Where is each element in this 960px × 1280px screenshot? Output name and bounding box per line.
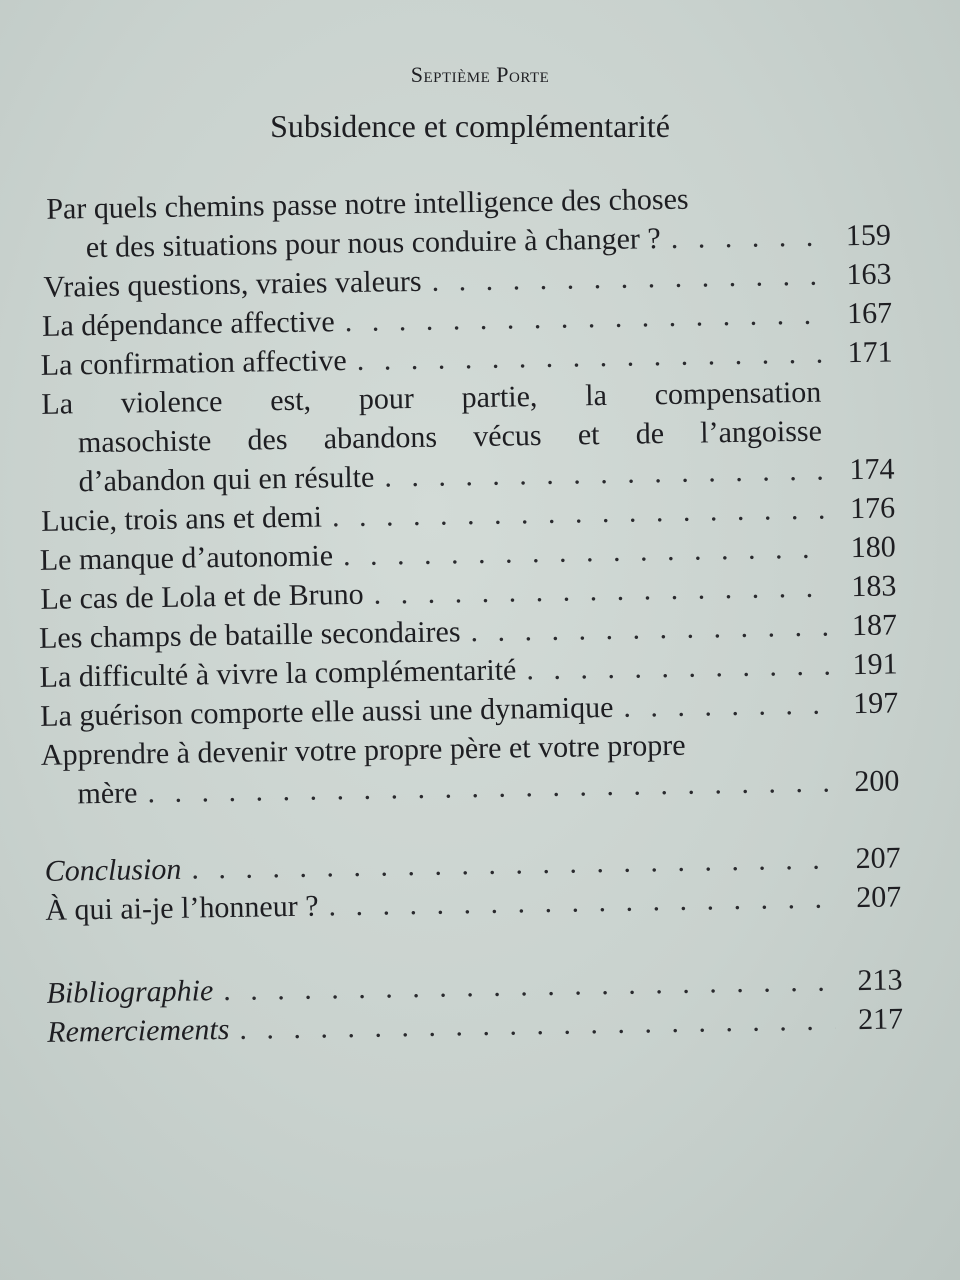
toc-entry-text: Lucie, trois ans et demi: [40, 500, 323, 538]
toc-page-number: 171: [847, 335, 893, 370]
toc-entry-text: Le manque d’autonomie: [39, 539, 334, 577]
toc-entry: [33, 371, 895, 501]
toc-page-number: 176: [849, 491, 896, 526]
toc-entry-text: La confirmation affective: [40, 344, 347, 382]
toc-page-number: 183: [851, 569, 897, 604]
dot-leader: [470, 607, 829, 652]
toc-page-number: 213: [857, 963, 903, 998]
toc-entry-text: À qui ai-je l’honneur ?: [45, 889, 319, 927]
toc-entry-text: masochiste des abandons vécus et de l’angoisse: [77, 414, 823, 460]
dot-leader: [670, 217, 823, 258]
toc-entry-text: Bibliographie: [46, 974, 214, 1010]
toc-page-number: 207: [855, 841, 901, 876]
toc-entry-text: Vraies questions, vraies valeurs: [43, 264, 422, 304]
dot-leader: [239, 1000, 835, 1048]
toc-page-number: 207: [855, 880, 902, 915]
toc-page-number: 187: [851, 608, 898, 643]
toc-entry-text: Conclusion: [44, 852, 182, 888]
toc-page-number: 163: [846, 257, 892, 292]
toc-entry-text: et des situations pour nous conduire à changer ?: [85, 222, 661, 265]
toc-entry-text: La difficulté à vivre la complémentarité: [39, 653, 517, 694]
toc-entry-text: Les champs de bataille secondaires: [38, 615, 461, 655]
toc-page-number: 167: [846, 296, 893, 331]
part-label: Septième Porte: [410, 62, 550, 87]
toc-page-number: 191: [852, 647, 898, 682]
dot-leader: [328, 878, 833, 925]
toc-page-number: 159: [845, 218, 892, 253]
toc-page-number: 197: [852, 686, 899, 721]
toc-entry-text: Par quels chemins passe notre intelligence des choses: [46, 182, 689, 226]
toc-page-number: 174: [849, 452, 895, 487]
toc-entry-text: Le cas de Lola et de Bruno: [40, 577, 364, 616]
toc-page-number: 200: [854, 764, 900, 799]
toc-page-number: 217: [857, 1002, 904, 1037]
toc-entry-text: La dépendance affective: [41, 305, 335, 343]
dot-leader: [431, 256, 823, 301]
table-of-contents: [30, 176, 903, 1051]
toc-entry-text: mère: [77, 776, 138, 811]
dot-leader: [623, 684, 830, 726]
part-title: Subsidence et complémentarité: [270, 108, 670, 144]
dot-leader: [526, 646, 830, 690]
toc-entry-text: La guérison comporte elle aussi une dynamique: [40, 690, 614, 733]
toc-entry-text: Apprendre à devenir votre propre père et votre propre: [40, 728, 686, 772]
toc-entry-text: La violence est, pour partie, la compensation: [41, 375, 822, 421]
toc-page-number: 180: [850, 530, 896, 565]
toc-entry-text: Remerciements: [46, 1012, 230, 1049]
toc-entry: [39, 722, 900, 813]
toc-entry-text: d’abandon qui en résulte: [78, 460, 375, 499]
toc-entry: [30, 176, 891, 267]
